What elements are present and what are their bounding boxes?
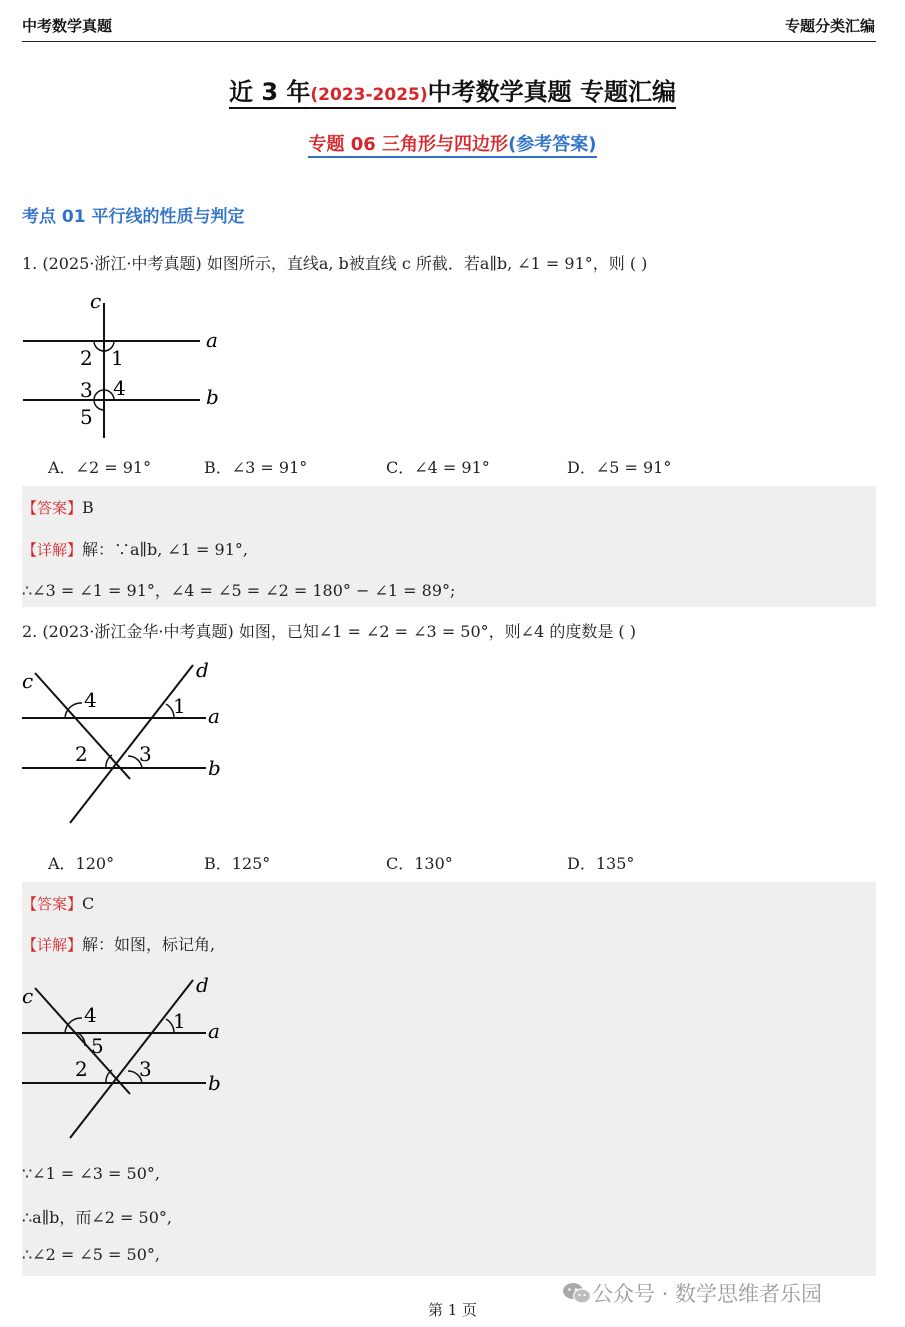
q1-option-c[interactable]: C．∠4 = 91° (386, 458, 490, 477)
q2s-label-b: b (208, 1071, 221, 1095)
q2s-label-5: 5 (91, 1034, 104, 1058)
header-divider (22, 41, 876, 42)
header-right: 专题分类汇编 (784, 17, 875, 35)
question-2-figure (18, 655, 233, 830)
q2-label-c: c (22, 669, 34, 693)
q2-detail-line-0 (22, 932, 215, 955)
q2-option-d[interactable]: D．135° (567, 854, 635, 873)
question-1-text: 1. (2025·浙江·中考真题) 如图所示，直线a, b被直线 c 所截．若a∥b, ∠1 = 91°，则 ( ) (22, 254, 648, 273)
q2-label-2: 2 (75, 742, 88, 766)
q1-answer: B (82, 498, 94, 517)
q2s-label-3: 3 (139, 1057, 152, 1081)
q1-label-4: 4 (113, 376, 126, 400)
q2-answer-line (22, 893, 94, 914)
q2-label-3: 3 (139, 742, 152, 766)
q2s-label-4: 4 (84, 1003, 97, 1027)
q1-detail-line-2: ∴∠3 = ∠1 = 91°，∠4 = ∠5 = ∠2 = 180° − ∠1 = 89°; (22, 581, 456, 600)
subtitle-answer-note: (参考答案) (508, 134, 597, 155)
q2-label-d: d (196, 658, 209, 682)
q1-label-3: 3 (80, 378, 93, 402)
q1-label-1: 1 (111, 346, 124, 370)
q2-answer-tag: 【答案】 (22, 895, 83, 913)
watermark-text: 公众号 · 数学思维者乐园 (592, 1282, 823, 1306)
q2-solution-figure (18, 970, 233, 1145)
title-prefix: 近 3 年 (228, 78, 311, 106)
q1-label-c: c (90, 289, 102, 313)
subtitle-topic: 专题 06 三角形与四边形 (308, 134, 509, 155)
section-heading: 考点 01 平行线的性质与判定 (22, 207, 245, 227)
q1-option-d[interactable]: D．∠5 = 91° (567, 458, 672, 477)
q2-detail-line-1: ∵∠1 = ∠3 = 50°, (22, 1164, 160, 1183)
page-title (0, 72, 905, 107)
q2-answer: C (82, 894, 95, 913)
q2-detail-line-2: ∴a∥b，而∠2 = 50°, (22, 1208, 172, 1227)
q2s-label-a: a (208, 1019, 220, 1043)
q2-detail-tag: 【详解】 (22, 936, 83, 954)
q2-label-4: 4 (84, 688, 97, 712)
q1-label-5: 5 (80, 405, 93, 429)
q2-label-b: b (208, 756, 221, 780)
q1-answer-tag: 【答案】 (22, 499, 83, 517)
q2-label-a: a (208, 704, 220, 728)
q2s-label-d: d (196, 973, 209, 997)
q2-option-a[interactable]: A．120° (48, 854, 115, 873)
q2-detail-first: 解：如图，标记角, (82, 935, 216, 954)
q2s-label-2: 2 (75, 1057, 88, 1081)
q1-label-a: a (206, 328, 218, 352)
q1-option-b[interactable]: B．∠3 = 91° (204, 458, 308, 477)
title-suffix: 中考数学真题 专题汇编 (427, 78, 676, 106)
q1-detail-text-1: 解：∵a∥b, ∠1 = 91°, (82, 540, 248, 559)
q2-option-b[interactable]: B．125° (204, 854, 271, 873)
q1-option-a[interactable]: A．∠2 = 91° (48, 458, 152, 477)
title-years: (2023-2025) (310, 85, 428, 105)
q2-label-1: 1 (173, 694, 186, 718)
q1-label-2: 2 (80, 346, 93, 370)
q2-detail-line-3: ∴∠2 = ∠5 = 50°, (22, 1245, 160, 1264)
q1-answer-line (22, 497, 94, 518)
question-2-text: 2. (2023·浙江金华·中考真题) 如图，已知∠1 = ∠2 = ∠3 = 50°，则∠4 的度数是 ( ) (22, 622, 636, 641)
page-number: 第 1 页 (427, 1301, 478, 1319)
q2s-label-c: c (22, 984, 34, 1008)
q2-option-c[interactable]: C．130° (386, 854, 453, 873)
q2s-label-1: 1 (173, 1009, 186, 1033)
q1-detail-tag: 【详解】 (22, 541, 83, 559)
question-1-figure (20, 288, 230, 440)
header-left: 中考数学真题 (22, 17, 113, 35)
q1-detail-line-1 (22, 537, 248, 560)
q1-label-b: b (206, 385, 219, 409)
page-subtitle (0, 130, 905, 156)
